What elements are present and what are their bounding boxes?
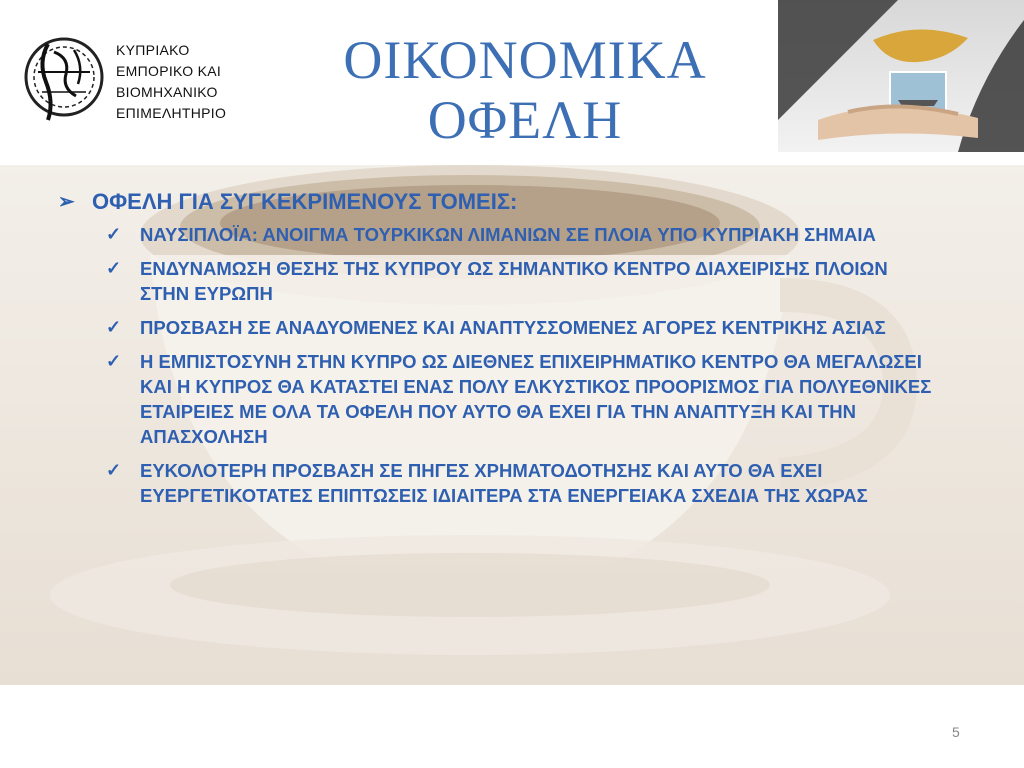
benefit-list	[106, 222, 958, 508]
list-item-text: ΠΡΟΣΒΑΣΗ ΣΕ ΑΝΑΔΥΟΜΕΝΕΣ ΚΑΙ ΑΝΑΠΤΥΣΣΟΜΕΝΕΣ ΑΓΟΡΕΣ ΚΕΝΤΡΙΚΗΣ ΑΣΙΑΣ	[140, 317, 886, 338]
list-item	[106, 256, 958, 306]
title-line-1: ΟΙΚΟΝΟΜΙΚΑ	[343, 30, 707, 90]
list-item-text: ΕΝΔΥΝΑΜΩΣΗ ΘΕΣΗΣ ΤΗΣ ΚΥΠΡΟΥ ΩΣ ΣΗΜΑΝΤΙΚΟ ΚΕΝΤΡΟ ΔΙΑΧΕΙΡΙΣΗΣ ΠΛΟΙΩΝ ΣΤΗΝ ΕΥΡΩΠΗ	[140, 258, 888, 304]
list-item-text: ΝΑΥΣΙΠΛΟΪΑ: ΑΝΟΙΓΜΑ ΤΟΥΡΚΙΚΩΝ ΛΙΜΑΝΙΩΝ ΣΕ ΠΛΟΙΑ ΥΠΟ ΚΥΠΡΙΑΚΗ ΣΗΜΑΙΑ	[140, 224, 876, 245]
checkmark-icon: ✓	[106, 460, 122, 480]
list-item-text: ΕΥΚΟΛΟΤΕΡΗ ΠΡΟΣΒΑΣΗ ΣΕ ΠΗΓΕΣ ΧΡΗΜΑΤΟΔΟΤΗΣΗΣ ΚΑΙ ΑΥΤΟ ΘΑ ΕΧΕΙ ΕΥΕΡΓΕΤΙΚΟΤΑΤΕΣ ΕΠΙΠΤΩΣΕΙΣ ΙΔΙΑΙΤΕΡΑ ΣΤΑ ΕΝΕΡΓΕΙΑΚΑ ΣΧΕΔΙΑ ΤΗΣ ΧΩΡΑΣ	[140, 460, 868, 506]
slide-title	[290, 30, 760, 150]
chamber-logo	[18, 22, 228, 132]
list-item	[106, 222, 958, 247]
chamber-name-line: ΕΜΠΟΡΙΚΟ ΚΑΙ	[116, 63, 222, 79]
page-number: 5	[952, 724, 960, 740]
checkmark-icon: ✓	[106, 317, 122, 337]
chamber-name-line: ΕΠΙΜΕΛΗΤΗΡΙΟ	[116, 105, 227, 121]
bullet-content	[58, 188, 958, 517]
list-item	[106, 315, 958, 340]
section-heading: ΟΦΕΛΗ ΓΙΑ ΣΥΓΚΕΚΡΙΜΕΝΟΥΣ ΤΟΜΕΙΣ:	[92, 189, 518, 214]
section-heading-row	[58, 188, 958, 216]
chamber-name	[116, 40, 226, 124]
checkmark-icon: ✓	[106, 351, 122, 371]
chamber-emblem-icon	[18, 22, 110, 132]
chamber-name-line: ΚΥΠΡΙΑΚΟ	[116, 42, 190, 58]
list-item-text: Η ΕΜΠΙΣΤΟΣΥΝΗ ΣΤΗΝ ΚΥΠΡΟ ΩΣ ΔΙΕΘΝΕΣ ΕΠΙΧΕΙΡΗΜΑΤΙΚΟ ΚΕΝΤΡΟ ΘΑ ΜΕΓΑΛΩΣΕΙ ΚΑΙ Η ΚΥΠΡΟΣ ΘΑ ΚΑΤΑΣΤΕΙ ΕΝΑΣ ΠΟΛΥ ΕΛΚΥΣΤΙΚΟΣ ΠΡΟΟΡΙΣΜΟΣ ΓΙΑ ΠΟΛΥΕΘΝΙΚΕΣ ΕΤΑΙΡΕΙΕΣ ΜΕ ΟΛΑ ΤΑ ΟΦΕΛΗ ΠΟΥ ΑΥΤΟ ΘΑ ΕΧΕΙ ΓΙΑ ΤΗΝ ΑΝΑΠΤΥΞΗ ΚΑΙ ΤΗΝ ΑΠΑΣΧΟΛΗΣΗ	[140, 351, 932, 447]
title-line-2: ΟΦΕΛΗ	[427, 90, 623, 150]
arrow-bullet-icon: ➢	[58, 191, 75, 213]
checkmark-icon: ✓	[106, 224, 122, 244]
chamber-name-line: ΒΙΟΜΗΧΑΝΙΚΟ	[116, 84, 218, 100]
list-item	[106, 349, 958, 449]
checkmark-icon: ✓	[106, 258, 122, 278]
list-item	[106, 458, 958, 508]
handshake-photo	[778, 0, 1024, 152]
